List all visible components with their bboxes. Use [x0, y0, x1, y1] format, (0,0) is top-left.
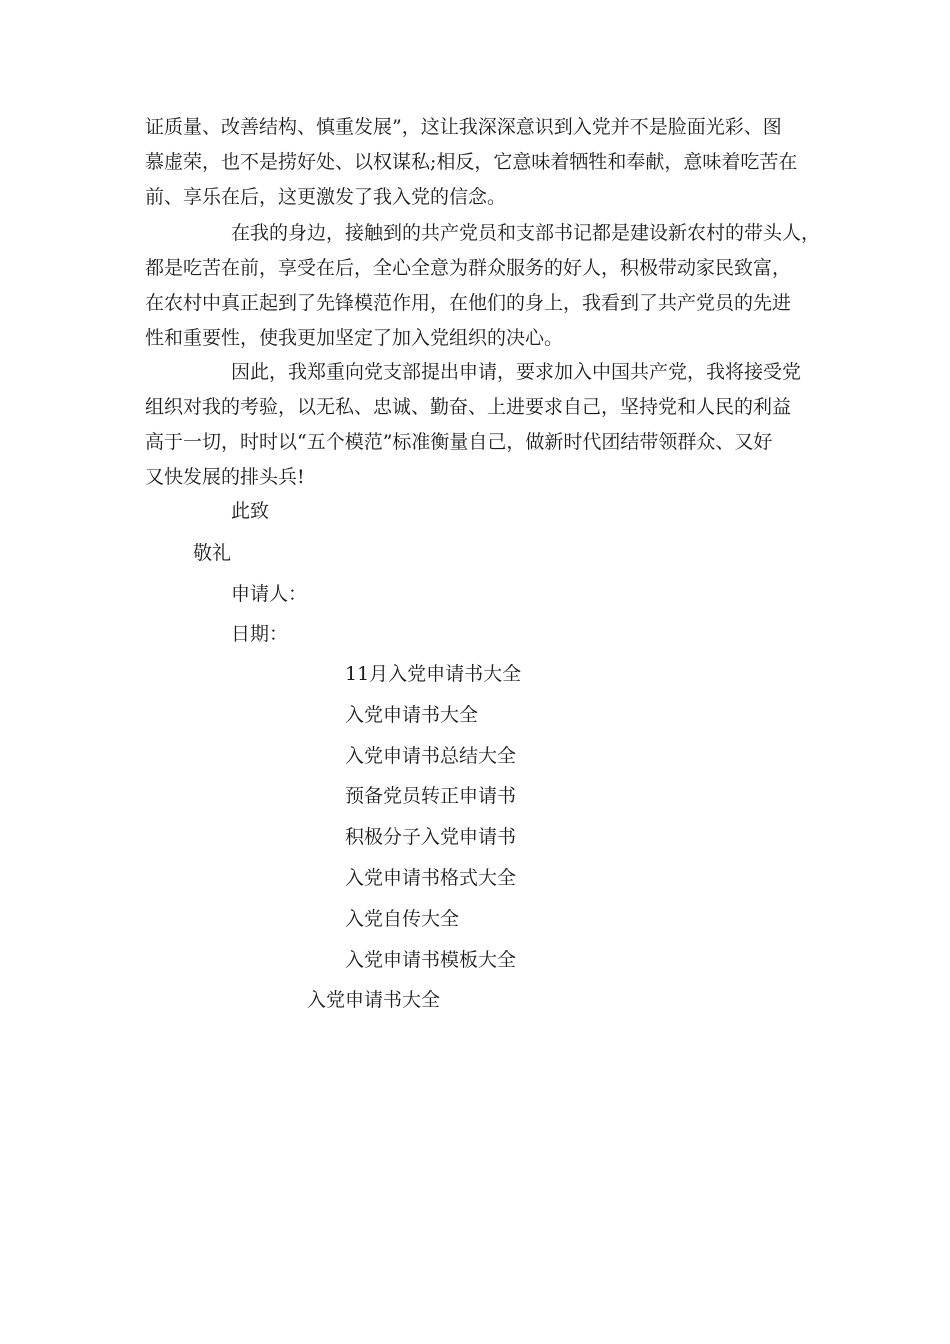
paragraph-line: 性和重要性，使我更加坚定了加入党组织的决心。 [145, 327, 564, 349]
related-link[interactable]: 入党申请书总结大全 [345, 744, 517, 767]
related-link[interactable]: 积极分子入党申请书 [345, 826, 517, 849]
paragraph-line: 组织对我的考验，以无私、忠诚、勤奋、上进要求自己，坚持党和人民的利益 [145, 396, 792, 418]
paragraph-2 [145, 216, 825, 356]
paragraph-3 [145, 355, 825, 495]
date-label: 日期： [231, 623, 289, 645]
paragraph-line: 在我的身边，接触到的共产党员和支部书记都是建设新农村的带头人， [231, 222, 821, 244]
related-link[interactable]: 入党申请书模板大全 [345, 948, 517, 971]
related-links-list [345, 656, 521, 982]
paragraph-line: 又快发展的排头兵! [145, 466, 305, 488]
related-link[interactable]: 入党申请书格式大全 [345, 866, 517, 889]
paragraph-line: 在农村中真正起到了先锋模范作用，在他们的身上，我看到了共产党员的先进 [145, 292, 792, 314]
closing-to: 此致 [231, 500, 270, 522]
footer-title[interactable]: 入党申请书大全 [307, 989, 441, 1011]
related-link[interactable]: 入党申请书大全 [345, 703, 479, 726]
paragraph-1 [145, 110, 825, 215]
related-link[interactable]: 11月入党申请书大全 [345, 663, 522, 685]
paragraph-line: 因此，我郑重向党支部提出申请，要求加入中国共产党，我将接受党 [231, 361, 802, 383]
paragraph-line: 慕虚荣，也不是捞好处、以权谋私;相反，它意味着牺牲和奉献，意味着吃苦在 [145, 151, 798, 173]
applicant-label: 申请人： [231, 583, 308, 605]
paragraph-line: 前、享乐在后，这更激发了我入党的信念。 [145, 186, 507, 208]
closing-salute: 敬礼 [193, 542, 232, 564]
paragraph-line: 证质量、改善结构、慎重发展”，这让我深深意识到入党并不是脸面光彩、图 [145, 116, 782, 138]
related-link[interactable]: 预备党员转正申请书 [345, 785, 517, 808]
paragraph-line: 都是吃苦在前，享受在后，全心全意为群众服务的好人，积极带动家民致富， [145, 257, 792, 279]
paragraph-line: 高于一切，时时以“五个模范”标准衡量自己，做新时代团结带领群众、又好 [145, 431, 773, 453]
related-link[interactable]: 入党自传大全 [345, 907, 460, 930]
